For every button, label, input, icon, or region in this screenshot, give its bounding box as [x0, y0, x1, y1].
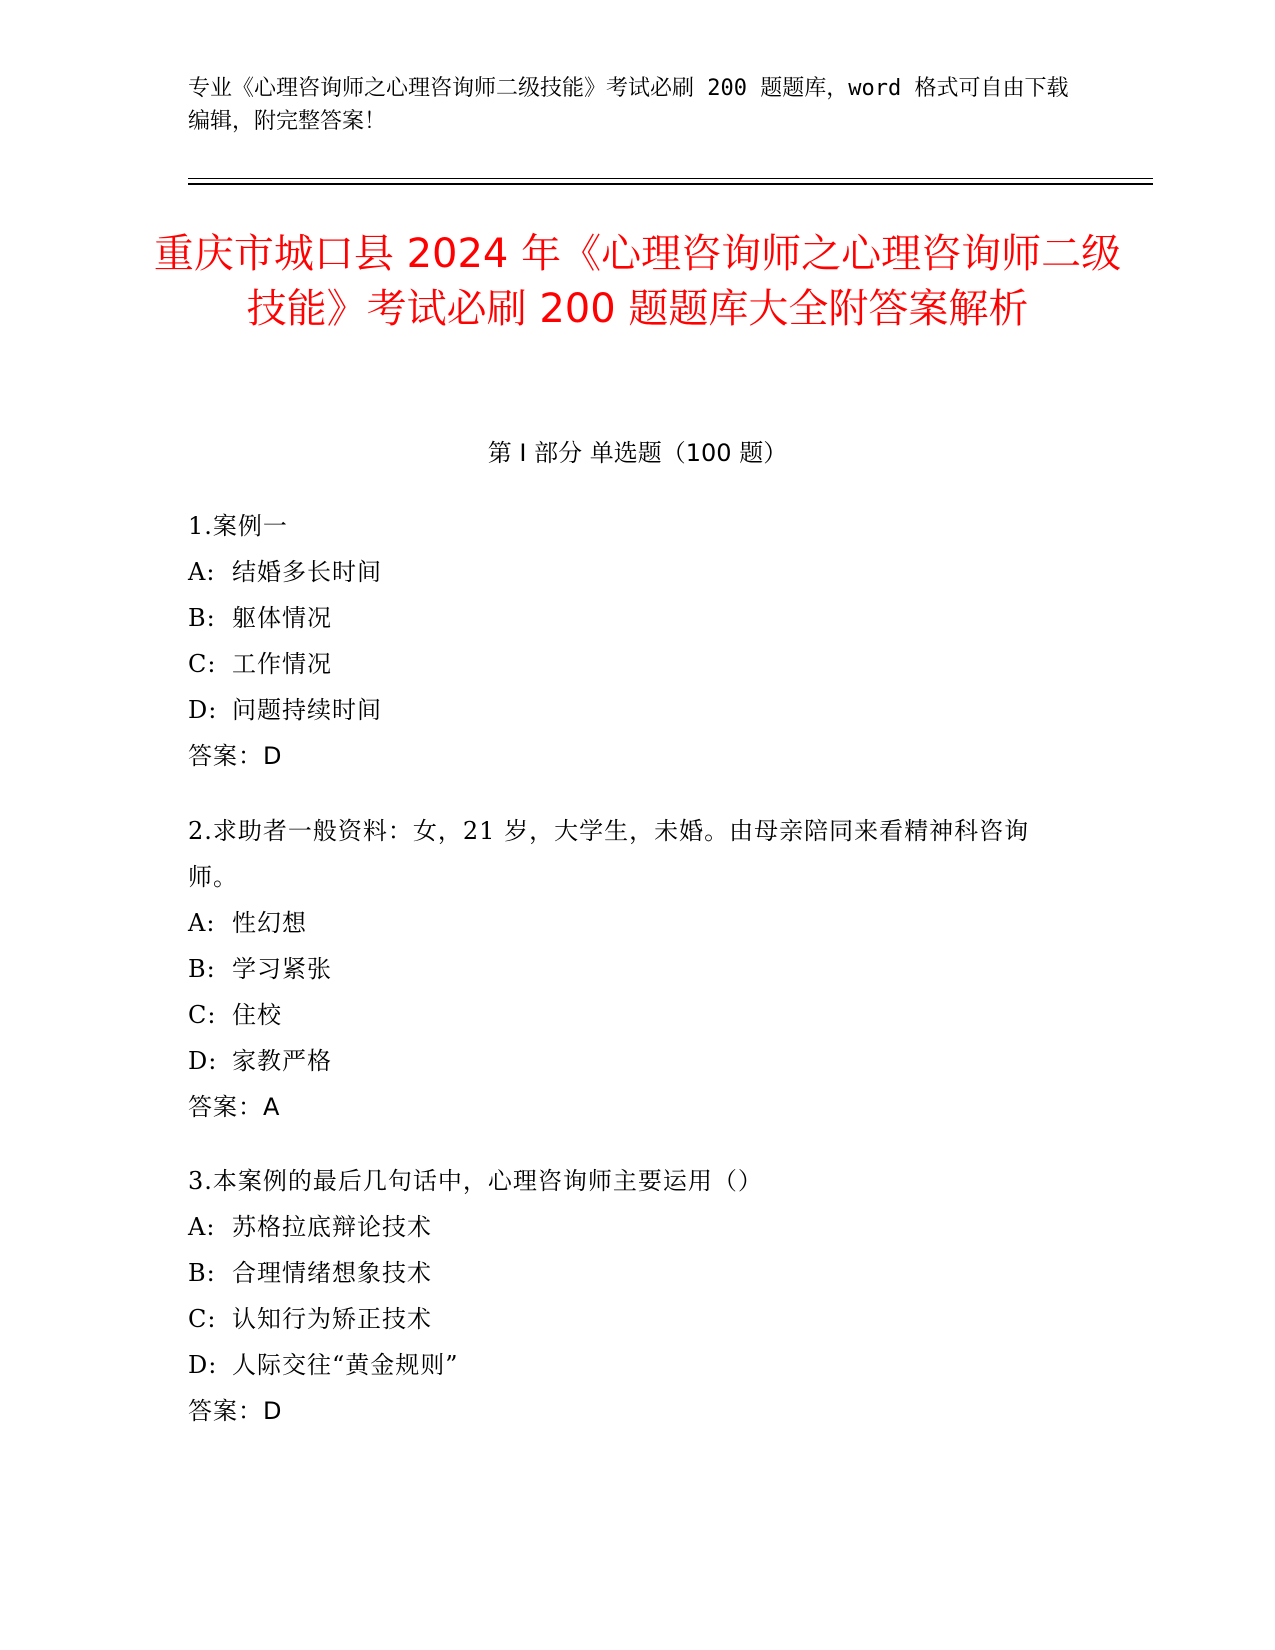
- option-letter: B:: [188, 604, 216, 632]
- option-text: 认知行为矫正技术: [232, 1305, 432, 1333]
- question-stem: 2.求助者一般资料：女，21 岁，大学生，未婚。由母亲陪同来看精神科咨询师。: [188, 817, 1030, 891]
- option-a: [188, 1204, 1078, 1250]
- option-b: [188, 595, 1078, 641]
- option-letter: B:: [188, 1259, 216, 1287]
- answer-line: 答案：D: [188, 1397, 283, 1425]
- option-letter: A:: [188, 909, 216, 937]
- option-text: 躯体情况: [232, 604, 332, 632]
- option-c: [188, 992, 1078, 1038]
- option-text: 家教严格: [232, 1047, 332, 1075]
- option-c: [188, 641, 1078, 687]
- question-3: [188, 1158, 1078, 1434]
- option-letter: D:: [188, 1047, 218, 1075]
- option-text: 问题持续时间: [232, 696, 382, 724]
- option-text: 性幻想: [232, 909, 307, 937]
- answer-line: 答案：D: [188, 742, 283, 770]
- option-letter: B:: [188, 955, 216, 983]
- option-text: 人际交往“黄金规则”: [232, 1351, 459, 1379]
- option-text: 苏格拉底辩论技术: [232, 1213, 432, 1241]
- option-letter: A:: [188, 1213, 216, 1241]
- question-stem: 3.本案例的最后几句话中，心理咨询师主要运用（）: [188, 1167, 763, 1195]
- question-stem: 1.案例一: [188, 512, 288, 540]
- option-letter: D:: [188, 1351, 218, 1379]
- option-text: 工作情况: [232, 650, 332, 678]
- option-b: [188, 946, 1078, 992]
- option-a: [188, 900, 1078, 946]
- option-a: [188, 549, 1078, 595]
- option-letter: A:: [188, 558, 216, 586]
- option-d: [188, 687, 1078, 733]
- option-letter: C:: [188, 650, 217, 678]
- option-d: [188, 1038, 1078, 1084]
- header-note: 专业《心理咨询师之心理咨询师二级技能》考试必刷 200 题题库，word 格式可自由下载编辑，附完整答案！: [188, 76, 1069, 134]
- document-title: 重庆市城口县 2024 年《心理咨询师之心理咨询师二级技能》考试必刷 200 题题库大全附答案解析: [153, 231, 1122, 332]
- option-b: [188, 1250, 1078, 1296]
- header-rule-thin: [188, 178, 1153, 179]
- option-letter: C:: [188, 1305, 217, 1333]
- option-text: 学习紧张: [232, 955, 332, 983]
- section-heading: 第 I 部分 单选题（100 题）: [487, 439, 788, 467]
- question-2: [188, 808, 1078, 1130]
- answer-line: 答案：A: [188, 1093, 281, 1121]
- option-letter: C:: [188, 1001, 217, 1029]
- header-rule-thick: [188, 183, 1153, 185]
- option-letter: D:: [188, 696, 218, 724]
- option-text: 结婚多长时间: [232, 558, 382, 586]
- option-text: 住校: [232, 1001, 282, 1029]
- question-1: [188, 503, 1078, 779]
- option-text: 合理情绪想象技术: [232, 1259, 432, 1287]
- option-c: [188, 1296, 1078, 1342]
- option-d: [188, 1342, 1078, 1388]
